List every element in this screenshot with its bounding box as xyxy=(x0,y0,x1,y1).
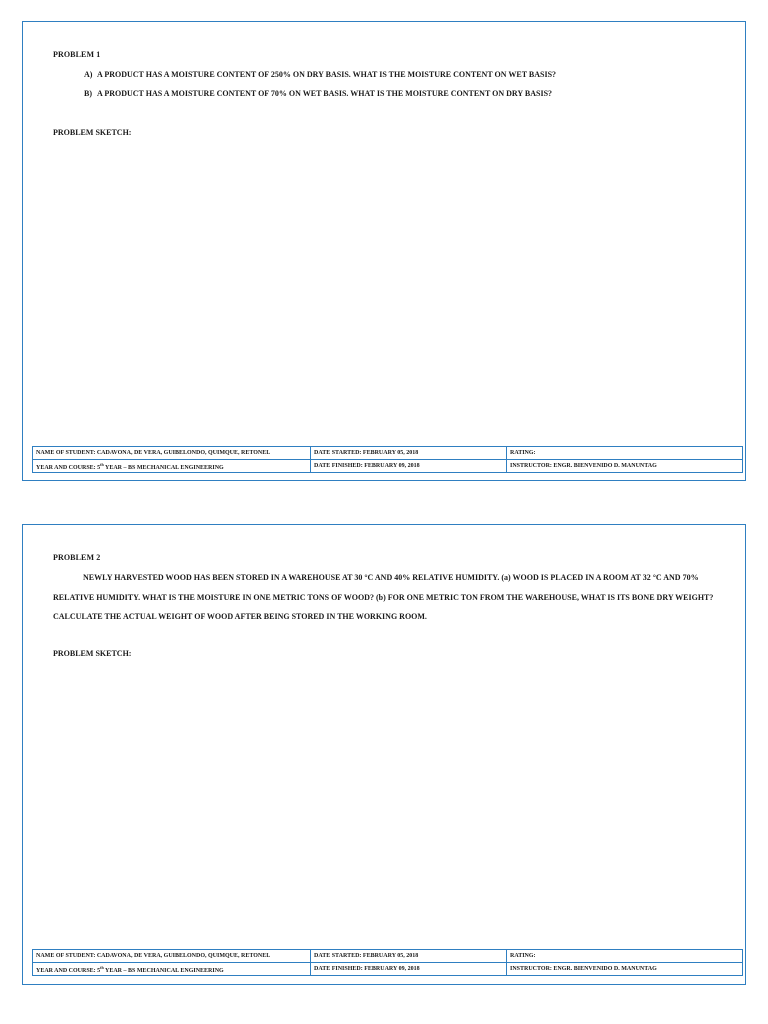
date-finished: DATE FINISHED: FEBRUARY 09, 2018 xyxy=(311,963,507,976)
item-marker: A) xyxy=(84,70,93,79)
item-text: A PRODUCT HAS A MOISTURE CONTENT OF 70% ON WET BASIS. WHAT IS THE MOISTURE CONTENT ON DRY BASIS? xyxy=(97,89,553,98)
student-info-table xyxy=(32,949,743,976)
date-started: DATE STARTED: FEBRUARY 05, 2018 xyxy=(311,447,507,460)
problem-statement: NEWLY HARVESTED WOOD HAS BEEN STORED IN A WAREHOUSE AT 30 °C AND 40% RELATIVE HUMIDITY. (a) WOOD IS PLACED IN A ROOM AT 32 °C AND 70% RELATIVE HUMIDITY. WHAT IS THE MOISTURE IN ONE METRIC TONS OF WOOD? (b) FOR ONE METRIC TON FROM THE WAREHOUSE, WHAT IS ITS BONE DRY WEIGHT? CALCULATE THE ACTUAL WEIGHT OF WOOD AFTER BEING STORED IN THE WORKING ROOM. xyxy=(53,573,714,621)
instructor: INSTRUCTOR: ENGR. BIENVENIDO D. MANUNTAG xyxy=(507,460,743,473)
list-item xyxy=(84,70,556,79)
table-row xyxy=(33,963,743,976)
year-course-sup: th xyxy=(100,461,104,467)
table-row xyxy=(33,460,743,473)
year-course-sup: th xyxy=(100,964,104,970)
problem-title: PROBLEM 1 xyxy=(53,50,101,59)
list-item xyxy=(84,89,552,98)
year-and-course xyxy=(33,460,311,473)
date-finished: DATE FINISHED: FEBRUARY 09, 2018 xyxy=(311,460,507,473)
problem-sketch-label: PROBLEM SKETCH: xyxy=(53,128,132,137)
table-row xyxy=(33,950,743,963)
table-row xyxy=(33,447,743,460)
problem-sheet-1 xyxy=(22,21,746,481)
date-started: DATE STARTED: FEBRUARY 05, 2018 xyxy=(311,950,507,963)
name-of-student: NAME OF STUDENT: CADAVONA, DE VERA, GUIBELONDO, QUIMQUE, RETONEL xyxy=(33,950,311,963)
instructor: INSTRUCTOR: ENGR. BIENVENIDO D. MANUNTAG xyxy=(507,963,743,976)
student-info-table xyxy=(32,446,743,473)
rating-field: RATING: xyxy=(507,447,743,460)
item-text: A PRODUCT HAS A MOISTURE CONTENT OF 250% ON DRY BASIS. WHAT IS THE MOISTURE CONTENT ON WET BASIS? xyxy=(97,70,557,79)
problem-sheet-2 xyxy=(22,524,746,985)
year-course-prefix: YEAR AND COURSE: 5 xyxy=(36,967,101,974)
year-and-course xyxy=(33,963,311,976)
problem-title: PROBLEM 2 xyxy=(53,553,101,562)
name-of-student: NAME OF STUDENT: CADAVONA, DE VERA, GUIBELONDO, QUIMQUE, RETONEL xyxy=(33,447,311,460)
year-course-suffix: YEAR – BS MECHANICAL ENGINEERING xyxy=(103,967,224,974)
year-course-prefix: YEAR AND COURSE: 5 xyxy=(36,464,101,471)
problem-sketch-label: PROBLEM SKETCH: xyxy=(53,649,132,658)
rating-field: RATING: xyxy=(507,950,743,963)
year-course-suffix: YEAR – BS MECHANICAL ENGINEERING xyxy=(103,464,224,471)
item-marker: B) xyxy=(84,89,92,98)
